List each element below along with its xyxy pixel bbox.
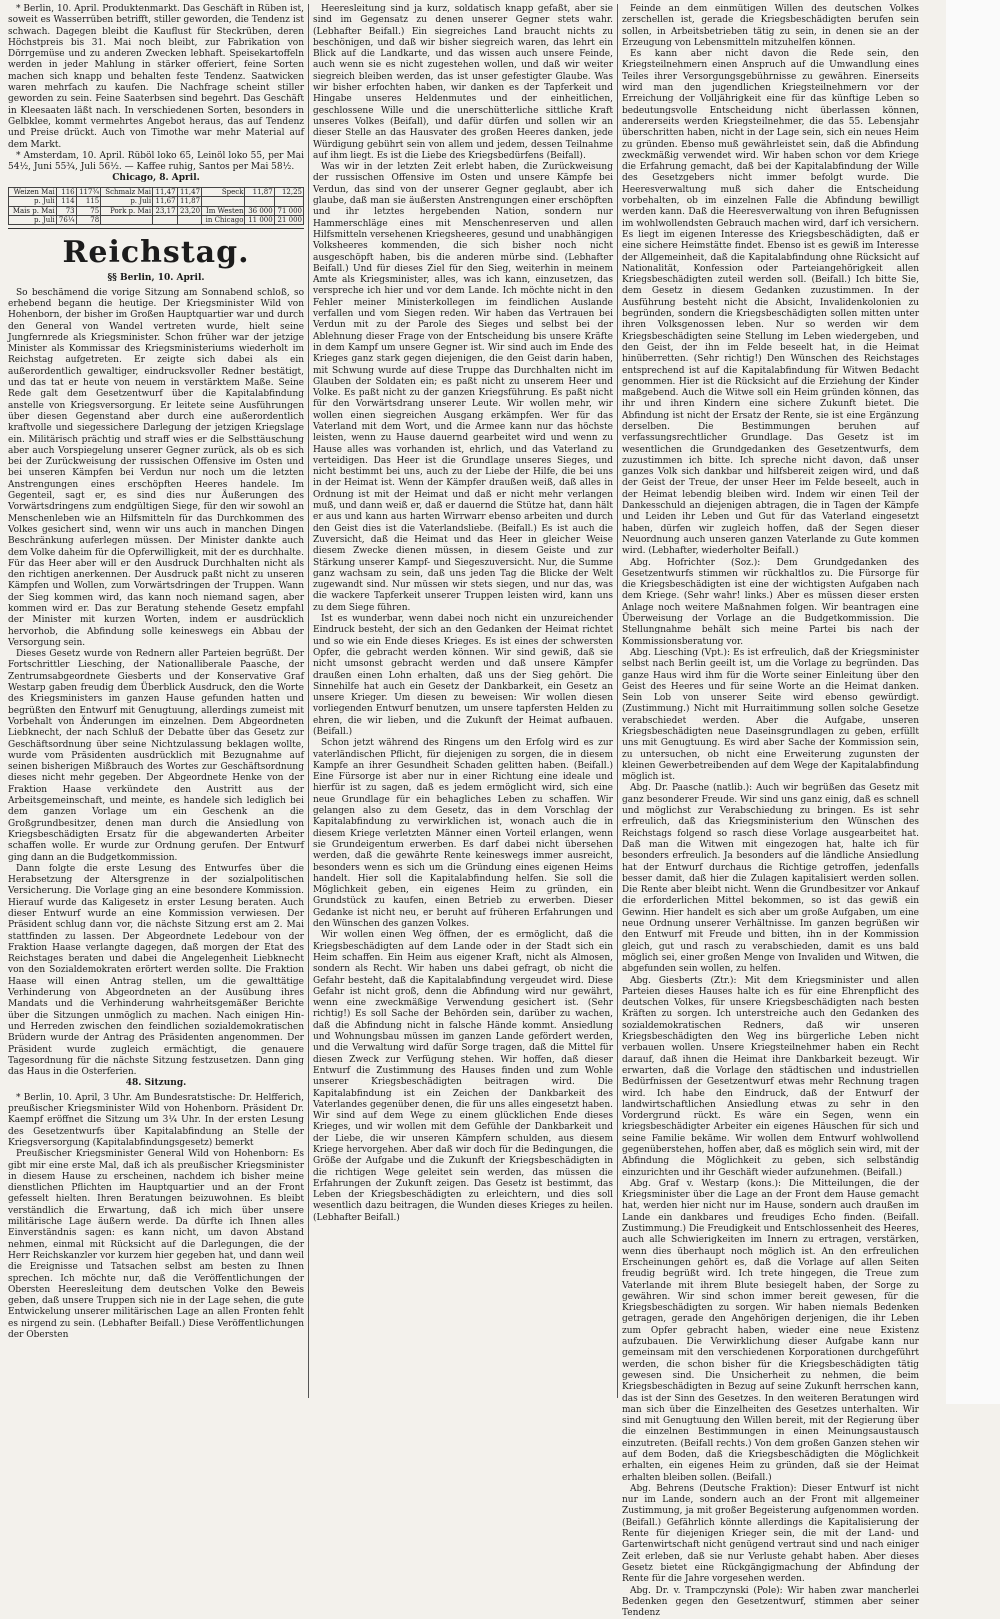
- column-3: [622, 4, 919, 1619]
- price-cell: [153, 215, 177, 224]
- speech-paragraph: Schon jetzt während des Ringens um den Erfolg wird es zur vaterländischen Pflicht, für diejenigen zu sorgen, die in diesem Kampfe an ihrer Gesundheit Schaden gelitten haben. (Beifall.) Eine Fürsorge ist aber nur in einer Richtung eine ideale und hierfür ist zu sagen, daß es jedem ermöglicht wird, sich eine neue Grundlage für ein behagliches Leben zu schaffen. Wir gelangen also zu dem Gesetz, das in dem Vorschlag der Kapitalabfindung zu verwirklichen ist, wonach auch die in diesem Kriege verletzten Männer einen Vorteil erlangen, wenn sie Grundeigentum erwerben. Es darf dabei nicht übersehen werden, daß die gewährte Rente keineswegs immer ausreicht, besonders wenn es sich um die Gründung eines eigenen Heims handelt. Hier soll die Kapitalabfindung helfen. Sie soll die Möglichkeit geben, ein eigenes Heim zu gründen, ein Grundstück zu kaufen, einen Betrieb zu erwerben. Dieser Gedanke ist nicht neu, er beruht auf früheren Erfahrungen und den Wünschen des ganzen Volkes.: [313, 738, 613, 930]
- price-cell: [274, 197, 303, 206]
- price-cell: 21 000: [274, 215, 303, 224]
- chicago-price-table: [8, 187, 304, 226]
- price-cell: 71 000: [274, 206, 303, 215]
- price-cell: Mais p. Mai: [9, 206, 57, 215]
- price-cell: [202, 197, 245, 206]
- price-cell: p. Juli: [101, 197, 153, 206]
- column-rule: [617, 4, 618, 1398]
- debate-paragraph: Abg. Giesberts (Ztr.): Mit dem Kriegsminister und allen Parteien dieses Hauses halte ich es für eine Ehrenpflicht des deutschen Volkes, für unsere Kriegsbeschädigten nach besten Kräften zu sorgen. Ich unterstreiche auch den Gedanken des sozialdemokratischen Redners, daß wir unseren Kriegsbeschädigten den Weg ins bürgerliche Leben nicht verbauen wollen. Unsere Kriegsteilnehmer haben ein Recht darauf, daß ihnen die Heimat ihre Dankbarkeit bezeugt. Wir erwarten, daß die Vorlage den städtischen und industriellen Bedürfnissen der Gesetzentwurf etwas mehr Rechnung tragen wird. Ich habe den Eindruck, daß der Entwurf der landwirtschaftlichen Ansiedlung etwas zu sehr in den Vordergrund rückt. Es wäre ein Segen, wenn ein kriegsbeschädigter Arbeiter ein eigenes Häuschen für sich und seine Familie bekäme. Wir wollen dem Entwurf wohlwollend gegenüberstehen, hoffen aber, daß es möglich sein wird, mit der Abfindung die Möglichkeit zu geben, sich selbständig einzurichten und ihr Geschäft wieder aufzunehmen. (Beifall.): [622, 975, 919, 1178]
- market-report-berlin: * Berlin, 10. April. Produktenmarkt. Das Geschäft in Rüben ist, soweit es Wasserrüben betrifft, stiller geworden, die Tendenz ist schwach. Dagegen bleibt die Kauflust für Steckrüben, deren Höchstpreis bis 31. Mai noch bleibt, zur Fabrikation von Dörrgemüse und zu anderen Zwecken lebhaft. Speisekartoffeln werden in jeder Mahlung in stärker offeriert, feine Sorten machen sich knapp und behalten feste Tendenz. Saatwicken waren mehrfach zu kaufen. Die Nachfrage scheint stiller geworden zu sein. Feine Saaterbsen sind begehrt. Das Geschäft in Kleesaaten läßt nach. In verschiedenen Sorten, besonders in Gelbklee, kommt vermehrtes Angebot heraus, das auf Tendenz und Preise drückt. Auch von Timothe war mehr Material auf dem Markt.: [8, 4, 304, 150]
- price-row: [9, 187, 304, 196]
- price-cell: 23,20: [177, 206, 201, 215]
- price-cell: 12,25: [274, 187, 303, 196]
- price-cell: Weizen Mai: [9, 187, 57, 196]
- price-cell: 11,87: [245, 187, 274, 196]
- page-margin: [946, 0, 1000, 1404]
- reichstag-paragraph: Preußischer Kriegsminister General Wild von Hohenborn: Es gibt mir eine erste Mal, daß ich als preußischer Kriegsminister in diesem Hause zu erscheinen, nachdem ich bisher meine dienstlichen Pflichten im Hauptquartier und an der Front gefesselt hielten. Ihren Beratungen beizuwohnen. Es bleibt verständlich die Erwartung, daß ich mich über unsere militärische Lage äußern werde. Da dürfte ich Ihnen alles Einverständnis sagen: es kann nicht, um davon Abstand nehmen, einmal mit Rücksicht auf die Darlegungen, die der Herr Reichskanzler vor kurzem hier gegeben hat, und dann weil die Ereignisse und Tatsachen selbst am besten zu Ihnen sprechen. Ich möchte nur, daß die Veröffentlichungen der Obersten Heeresleitung dem deutschen Volke den Beweis geben, daß unsere Truppen sich nie in der Lage sehen, die gute Entwickelung unserer militärischen Lage an allen Fronten fehlt es nirgend zu sein. (Lebhafter Beifall.) Diese Veröffentlichungen der Obersten: [8, 1149, 304, 1340]
- sitting-number: 48. Sitzung.: [125, 1078, 187, 1089]
- column-2: [313, 4, 613, 1398]
- chicago-heading: Chicago, 8. April.: [112, 173, 200, 184]
- price-cell: [245, 197, 274, 206]
- debate-paragraph: Abg. Dr. Paasche (natlib.): Auch wir begrüßen das Gesetz mit ganz besonderer Freude. Wir sind uns ganz einig, daß es schnell und möglichst zur Verabschiedung zu bringen. Es ist sehr erfreulich, daß das Kriegsministerium den Wünschen des Reichstags folgend so rasch diese Vorlage ausgearbeitet hat. Daß man die Witwen mit eingezogen hat, halte ich für besonders erfreulich. Ja besonders auf die ländliche Ansiedlung hat der Entwurf durchaus die Richtige getroffen, jedenfalls besser damit, daß hier die Zulagen kapitalisiert werden sollen. Die Rente aber bleibt nicht. Wenn die Grundbesitzer vor Ankauf die erforderlichen Mittel bekommen, so ist das gewiß ein Gewinn. Hier handelt es sich aber um große Aufgaben, um eine neue Ordnung unserer Verhältnisse. Im ganzen begrüßen wir den Entwurf mit Freude und bitten, ihn in der Kommission gleich, gut und rasch zu verabschieden, damit es uns bald möglich sei, einer großen Menge von Invaliden und Witwen, die abgefunden sein wollen, zu helfen.: [622, 783, 919, 975]
- divider: [8, 228, 304, 229]
- market-report-amsterdam: * Amsterdam, 10. April. Rüböl loko 65, Leinöl loko 55, per Mai 54½, Juni 55¾, Juli 56½. — Kaffee ruhig, Santos per Mai 58½.: [8, 150, 304, 173]
- price-cell: [177, 215, 201, 224]
- price-cell: 11,47: [153, 187, 177, 196]
- price-cell: 76¼: [56, 215, 76, 224]
- price-cell: 11,67: [153, 197, 177, 206]
- price-row: [9, 206, 304, 215]
- debate-paragraph: Abg. Graf v. Westarp (kons.): Die Mitteilungen, die der Kriegsminister über die Lage an der Front dem Hause gemacht hat, werden hier nicht nur im Hause, sondern auch draußen im Lande ein dankbares und freudiges Echo finden. (Beifall. Zustimmung.) Die Freudigkeit und Entschlossenheit des Heeres, auch alle Schwierigkeiten im Innern zu ertragen, verstärken, wenn dies überhaupt noch möglich ist. An den erfreulichen Erscheinungen gehört es, daß die Vorlage auf allen Seiten freudig begrüßt wird. Ich trete hingegen, die Treue zum Vaterlande mit ihrem Blute besiegelt haben, der Sorge zu gewähren. Wir sind schon immer bereit gewesen, für die Kriegsbeschädigten zu sorgen. Wir haben niemals Bedenken getragen, gerade den Angehörigen derjenigen, die ihr Leben zum Opfer gebracht haben, wieder eine neue Existenz aufzubauen. Die Verwirklichung dieser Aufgabe kann nur gemeinsam mit den verschiedenen Korporationen durchgeführt werden, die schon bisher für die Kriegsbeschädigten tätig gewesen sind. Die Unsicherheit zu nehmen, die beim Kriegsbeschädigten in Bezug auf seine Zukunft herrschen kann, das ist der Sinn des Gesetzes. In den weiteren Beratungen wird man sich über die Einzelheiten des Gesetzes unterhalten. Wir sind mit Genugtuung den Willen bereit, mit der Regierung über die einzelnen Bestimmungen in einen Meinungsaustausch einzutreten. (Beifall rechts.) Von dem großen Ganzen stehen wir auf dem Boden, daß die Kriegsbeschädigten die Möglichkeit erhalten, ein eigenes Heim zu gründen, daß sie der Heimat erhalten bleiben sollen. (Beifall.): [622, 1178, 919, 1483]
- debate-paragraph: Abg. Liesching (Vpt.): Es ist erfreulich, daß der Kriegsminister selbst nach Berlin geeilt ist, um die Vorlage zu begründen. Das ganze Haus wird ihm für die Worte seiner Einleitung über den Geist des Heeres und für seine Worte an die Heimat danken. Sein Lob von unserer Seite wird ebenso gewürdigt. (Zustimmung.) Nicht mit Hurraitimmung sollen solche Gesetze verabschiedet werden. Aber die Aufgabe, unseren Kriegsbeschädigten neue Daseinsgrundlagen zu geben, erfüllt uns mit Genugtuung. Es wird aber Sache der Kommission sein, zu untersuchen, ob nicht eine Erweiterung zugunsten der kleinen Gewerbetreibenden auf dem Wege der Kapitalabfindung möglich ist.: [622, 647, 919, 783]
- price-cell: p. Juli: [9, 197, 57, 206]
- speech-paragraph: Ist es wunderbar, wenn dabei noch nicht ein unzureichender Eindruck besteht, der sich an den Gedanken der Heimat richtet und so wie ein Ende dieses Krieges. Es ist eines der schwersten Opfer, die gebracht werden können. Wir sind gewiß, daß sie nicht umsonst gebracht werden und daß unsere Kämpfer draußen einen Lohn erhalten, daß uns der Sieg gehört. Die Sinnehilfe hat auch ein Gesetz der Dankbarkeit, ein Gesetz an unsere Krieger. Um diesen zu beweisen: Wir wollen diesen vorliegenden Entwurf benutzen, um unsere tapfersten Helden zu ehren, die wir lieben, und die Zukunft der Heimat aufbauen. (Beifall.): [313, 614, 613, 737]
- section-title-reichstag: Reichstag.: [62, 235, 250, 271]
- speech-paragraph: Es kann aber nicht davon die Rede sein, den Kriegsteilnehmern einen Anspruch auf die Umwandlung eines Teiles ihrer Versorgungsgebührnisse zu gewähren. Einerseits wird man den jugendlichen Kriegsteilnehmern vor der Erreichung der Volljährigkeit eine für das künftige Leben so bedeutungsvolle Entscheidung nicht überlassen können, andererseits werden Kriegsteilnehmer, die das 55. Lebensjahr überschritten haben, nicht in der Lage sein, sich ein neues Heim zu gründen. Ebenso muß gewährleistet sein, daß die Abfindung zweckmäßig verwendet wird. Wir haben schon vor dem Kriege die Erfahrung gemacht, daß bei der Kapitalabfindung der Wille des Gesetzgebers nicht immer befolgt wurde. Die Heeresverwaltung muß sich daher die Entscheidung vorbehalten, ob im einzelnen Falle die Abfindung bewilligt werden kann. Daß die Heeresverwaltung von ihren Befugnissen im wohlwollendsten Gebrauch machen wird, darf ich versichern. Es liegt im eigenen Interesse des Kriegsbeschädigten, daß er eine sichere Heimstätte findet. Ebenso ist es gewiß im Interesse der Allgemeinheit, daß die Kapitalabfindung ohne Rücksicht auf Nationalität, Konfession oder Parteiangehörigkeit allen Kriegsbeschädigten zuteil werden soll. (Beifall.) Ich bitte Sie, dem Gesetz in diesem Gedanken zuzustimmen. In der Ausführung besteht nicht die Absicht, Invalidenkolonien zu begründen, sondern die Kriegsbeschädigten sollen mitten unter ihren Volksgenossen leben. Nur so werden wir dem Kriegsbeschädigten seine Stellung im Leben wiedergeben, und den Geist, der ihn im Felde beseelt hat, in die Heimat hinüberretten. (Sehr richtig!) Den Wünschen des Reichstages entsprechend ist auf die Kapitalabfindung für Witwen Bedacht genommen. Hier ist die Rücksicht auf die Erziehung der Kinder maßgebend. Auch die Witwe soll ein Heim gründen können, das ihr und ihren Kindern eine sichere Zukunft bietet. Die Abfindung ist nicht der Ersatz der Rente, sie ist eine Ergänzung derselben. Die Bestimmungen beruhen auf verfassungsrechtlicher Grundlage. Das Gesetz ist im wesentlichen die Grundgedanken des Gesetzentwurfs, dem zuzustimmen ich bitte. Ich spreche nicht davon, daß unser ganzes Volk sich dankbar und hilfsbereit zeigen wird, und daß der Geist der Treue, der unser Heer im Felde beseelt, auch in der Heimat lebendig bleiben wird. Indem wir einen Teil der Dankesschuld an diejenigen abtragen, die in Tagen der Kämpfe und Leiden ihr Leben und Gut für das Vaterland eingesetzt haben, dürfen wir zugleich hoffen, daß der Segen dieser Neuordnung auch unseren ganzen Vaterlande zu Gute kommen wird. (Lebhafter, wiederholter Beifall.): [622, 49, 919, 557]
- price-cell: 75: [76, 206, 101, 215]
- price-cell: 11,47: [177, 187, 201, 196]
- debate-paragraph: Abg. Dr. v. Trampczynski (Pole): Wir haben zwar mancherlei Bedenken gegen den Gesetzentwurf, stimmen aber seiner Tendenz: [622, 1585, 919, 1619]
- price-cell: 73: [56, 206, 76, 215]
- price-row: [9, 197, 304, 206]
- price-cell: 117¾: [76, 187, 101, 196]
- price-row: [9, 215, 304, 224]
- reichstag-paragraph: * Berlin, 10. April, 3 Uhr. Am Bundesratstische: Dr. Helfferich, preußischer Kriegsminister Wild von Hohenborn. Präsident Dr. Kaempf eröffnet die Sitzung um 3¼ Uhr. In der ersten Lesung des Gesetzentwurfs über Kapitalabfindung an Stelle der Kriegsversorgung (Kapitalabfindungsgesetz) bemerkt: [8, 1092, 304, 1148]
- speech-paragraph: Wir wollen einen Weg öffnen, der es ermöglicht, daß die Kriegsbeschädigten auf dem Lande oder in der Stadt sich ein Heim schaffen. Ein Heim aus eigener Kraft, nicht als Almosen, sondern als Recht. Wir haben uns dabei gefragt, ob nicht die Gefahr besteht, daß die Kapitalabfindung vergeudet wird. Diese Gefahr ist nicht groß, denn die Abfindung wird nur gewährt, wenn eine zweckmäßige Verwendung gesichert ist. (Sehr richtig!) Es soll Sache der Behörden sein, darüber zu wachen, daß die Abfindung nicht in falsche Hände kommt. Ansiedlung und Wohnungsbau müssen im ganzen Lande gefördert werden, und die Verwaltung wird dafür Sorge tragen, daß die Mittel für diesen Zweck zur Verfügung stehen. Wir hoffen, daß dieser Entwurf die Zustimmung des Hauses finden und zum Wohle unserer Kriegsbeschädigten beitragen wird. Die Kapitalabfindung ist ein Zeichen der Dankbarkeit des Vaterlandes gegenüber denen, die für uns alles eingesetzt haben. Wir sind auf dem Wege zu einem glücklichen Ende dieses Krieges, und wir wollen mit dem Gefühle der Dankbarkeit und der Liebe, die wir unseren Kämpfern schulden, aus diesem Kriege hervorgehen. Aber daß wir doch für die Bedingungen, die Größe der Aufgabe und die Zukunft der Kriegsbeschädigten in die richtigen Wege geleitet sein werden, das müssen die Erfahrungen der Zukunft zeigen. Das Gesetz ist bestimmt, das Leben der Kriegsbeschädigten zu erleichtern, und dies soll wesentlich dazu beitragen, die Wunden dieses Krieges zu heilen. (Lebhafter Beifall.): [313, 930, 613, 1223]
- reichstag-paragraph: Dieses Gesetz wurde von Rednern aller Parteien begrüßt. Der Fortschrittler Liesching, der Nationalliberale Paasche, der Zentrumsabgeordnete Giesberts und der Konservative Graf Westarp gaben freudig dem Überblick Ausdruck, den die Worte des Kriegsministers im ganzen Hause gefunden hatten und begrüßten den Entwurf mit Genugtuung, allerdings zumeist mit Vorbehalt von Änderungen im einzelnen. Dem Abgeordneten Liebknecht, der nach Schluß der Debatte über das Gesetz zur Geschäftsordnung über seine Nichtzulassung beklagen wollte, wurde vom Präsidenten ausdrücklich mit Bezugnahme auf seinen bisherigen Mißbrauch des Wortes zur Geschäftsordnung dieses nicht mehr gegeben. Der Abgeordnete Henke von der Fraktion Haase verkündete den Austritt aus der Arbeitsgemeinschaft, und meinte, es handele sich lediglich bei dem ganzen Vorlage um ein Geschenk an die Großgrundbesitzer, denen man durch die Ansiedlung von Kriegsbeschädigten Ersatz für die abgewanderten Arbeiter schaffen wolle. Er wurde zur Ordnung gerufen. Der Entwurf ging dann an die Budgetkommission.: [8, 649, 304, 863]
- column-1: [8, 4, 304, 1398]
- price-cell: 36 000: [245, 206, 274, 215]
- price-cell: 23,17: [153, 206, 177, 215]
- price-cell: [101, 215, 153, 224]
- column-rule: [308, 4, 309, 1398]
- reichstag-paragraph: So beschämend die vorige Sitzung am Sonnabend schloß, so erhebend begann die heutige. Der Kriegsminister Wild von Hohenborn, der bisher im Großen Hauptquartier war und durch den General von Wandel vertreten wurde, hielt seine Jungfernrede als Kriegsminister. Schon früher war der jetzige Minister als Kommissar des Kriegsministeriums wiederholt im Reichstag aufgetreten. Er zeigte sich dabei als ein außerordentlich gewaltiger, eindrucksvoller Redner bestätigt, und das tat er heute von neuem in verstärktem Maße. Seine Rede galt dem Gesetzentwurf über die Kapitalabfindung anstelle von Kriegsversorgung. Er leitete seine Ausführungen über diesen Gegenstand aber durch eine außerordentlich kraftvolle und siegessichere Darlegung der jetzigen Kriegslage ein. Militärisch prächtig und straff wies er die Selbsttäuschung aber auch Vorspiegelung unserer Gegner zurück, als ob es sich bei der Zurückweisung der russischen Offensive im Osten und bei unseren Kämpfen bei Verdun nur noch um die letzten Anstrengungen eines erschöpften Heeres handele. Im Gegenteil, sagt er, es sind dies nur Äußerungen des Vorwärtsdringens zum endgültigen Siege, für den wir sowohl an Menschenleben wie an Hilfsmitteln für das Durchkommen des Volkes gesichert sind, wenn wir uns auch in manchen Dingen Beschränkung auferlegen müssen. Der Minister dankte auch dem Volke daheim für die Opferwilligkeit, mit der es durchhalte. Für das Heer aber will er den Ausdruck Durchhalten nicht als den richtigen anerkennen. Der Ausdruck paßt nicht zu unseren Kämpfen und Wollen, zum Vorwärtsdringen der Truppen. Wann der Sieg kommen wird, das kann noch niemand sagen, aber kommen wird er. Das zur Beratung stehende Gesetz empfahl der Minister mit kurzen Worten, indem er ausdrücklich hervorhob, die Abfindung solle keineswegs ein Abbau der Versorgung sein.: [8, 287, 304, 648]
- reichstag-dateline: §§ Berlin, 10. April.: [107, 273, 205, 284]
- speech-paragraph: Feinde an dem einmütigen Willen des deutschen Volkes zerschellen ist, gerade die Kriegsbeschädigten berufen sein sollen, in Arbeitsbetrieben tätig zu sein, in denen sie an der Erzeugung von Lebensmitteln mitzuhelfen können.: [622, 4, 919, 48]
- price-cell: 78: [76, 215, 101, 224]
- price-cell: Schmalz Mai: [101, 187, 153, 196]
- debate-paragraph: Abg. Behrens (Deutsche Fraktion): Dieser Entwurf ist nicht nur im Lande, sondern auch an der Front mit allgemeiner Zustimmung, ja mit großer Begeisterung aufgenommen worden. (Beifall.) Gefährlich könnte allerdings die Kapitalisierung der Rente für diejenigen Krieger sein, die mit der Land- und Gartenwirtschaft nicht genügend vertraut sind und nach einiger Zeit erleben, daß sie nur Verluste gehabt haben. Aber dieses Gesetz bietet eine Rückgängigmachung der Abfindung der Rente für die Jahre vorgesehen werden.: [622, 1483, 919, 1585]
- price-cell: Im Westen: [202, 206, 245, 215]
- price-cell: 116: [56, 187, 76, 196]
- price-cell: Speck: [202, 187, 245, 196]
- debate-paragraph: Abg. Hofrichter (Soz.): Dem Grundgedanken des Gesetzentwurfs stimmen wir rückhaltlos zu. Die Fürsorge für die Kriegsbeschädigten ist eine der wichtigsten Aufgaben nach dem Kriege. (Sehr wahr! links.) Aber es müssen dieser ersten Anlage noch weitere Maßnahmen folgen. Wir beantragen eine Überweisung der Vorlage an die Budgetkommission. Die Stellungnahme behält sich meine Partei bis nach der Kommissionsberatung vor.: [622, 557, 919, 647]
- reichstag-paragraph: Dann folgte die erste Lesung des Entwurfes über die Herabsetzung der Altersgrenze in der sozialpolitischen Versicherung. Die Vorlage ging an eine besondere Kommission. Hierauf wurde das Kaligesetz in erster Lesung beraten. Auch dieser Entwurf wurde an eine Kommission verwiesen. Der Präsident schlug dann vor, die nächste Sitzung erst am 2. Mai stattfinden zu lassen. Der Abgeordnete Ledebour von der Fraktion Haase verlangte dagegen, daß morgen der Etat des Reichstages beraten und dabei die Angelegenheit Liebknecht von den Sozialdemokraten erörtert werden sollte. Die Fraktion Haase will einen Antrag stellen, um die gewalttätige Verhinderung von Abgeordneten an der Ausübung ihres Mandats und die Verhinderung wahrheitsgemäßer Berichte über die Sitzungen unmöglich zu machen. Nach einigen Hin- und Herreden zwischen den feindlichen sozialdemokratischen Brüdern wurde der Antrag des Präsidenten angenommen. Der Präsident wurde zugleich ermächtigt, die genauere Tagesordnung für die nächste Sitzung festzusetzen. Dann ging das Haus in die Osterferien.: [8, 863, 304, 1078]
- speech-paragraph: Was wir in der letzten Zeit erlebt haben, die Zurückweisung der russischen Offensive im Osten und unsere Kämpfe bei Verdun, das sind von der unserer Gegner geglaubt, aber ich glaube, daß man sie äußersten Anstrengungen einer erschöpften und ihr letztes hergebenden Nation, sondern nur Hammerschläge eines mit Menschenreserven und allen Hilfsmitteln versehenen Kriegsheeres, gesund und unabhängigen Volksheeres kommenden, die sich bisher noch nicht ausgeschöpft haben, bis die anderen mürbe sind. (Lebhafter Beifall.) Und für dieses Ziel für den Sieg, weiterhin in meinem Amte als Kriegsminister, alles, was ich kann, einzusetzen, das verspreche ich hier und vor dem Lande. Ich möchte nicht in den Fehler meiner Ministerkollegen im feindlichen Auslande verfallen und vom Siegen reden. Wir haben das Vertrauen bei Verdun mit zu der Parole des Sieges und selbst bei der Ablehnung dieser Frage von der Entscheidung bis unsere Kräfte in dem Kampf um unsere Gegner ist. Wir sind auch im Ende des Krieges ganz stark gegen diejenigen, die den Geist darin haben, mit Schwung wurde auf diese Truppe das Durchhalten nicht im Glauben der Soldaten ein; es paßt nicht zu unserem Heer und Volke. Es paßt nicht zu der ganzen Kriegsführung. Es paßt nicht für den Vorwärtsdrang unserer Leute. Wir wollen mehr, wir wollen einen siegreichen Ausgang erkämpfen. Wer für das Vaterland mit dem Wort, und die Armee kann nur das höchste leisten, wenn zu Hause dauernd gearbeitet wird und wenn zu Hause alles was vorhanden ist, ehrlich, und das Vaterland zu verteidigen. Das Heer ist die Grundlage unseres Sieges, und nicht bestimmt bei uns, auch zu der Liebe der Hilfe, die bei uns in der Heimat ist. Wenn der Kämpfer draußen weiß, daß alles in Ordnung ist mit der Heimat und daß er nicht mehr verlangen muß, und dann weiß er, daß er dauernd die Stütze hat, dann hält er aus und kann aus harten Wirrwarr ebenso arbeiten und durch den Geist dies ist die Vaterlandsliebe. (Beifall.) Es ist auch die Zuversicht, daß die Heimat und das Heer in gleicher Weise diesem Zwecke dienen müssen, in diesem Geiste und zur Stärkung unserer Kampf- und Siegeszuversicht. Nur, die Summe ganz wachsam zu sein, daß uns jeden Tag die Blicke der Welt zugewandt sind. Nur müssen wir stets siegen, und nur das, was die wackere Tapferkeit unserer Truppen leisten wird, kann uns zu dem Siege führen.: [313, 162, 613, 613]
- speech-paragraph: Heeresleitung sind ja kurz, soldatisch knapp gefaßt, aber sie sind im Gegensatz zu denen unserer Gegner stets wahr. (Lebhafter Beifall.) Ein siegreiches Land braucht nichts zu beschönigen, und daß wir bisher siegreich waren, das lehrt ein Blick auf die Landkarte, und das wissen auch unsere Feinde, auch wenn sie es nicht zugestehen wollen, und daß wir weiter siegreich bleiben werden, das ist unser gefestigter Glaube. Was wir bisher erfochten haben, wir danken es der Tapferkeit und Hingabe unseres Heldenmutes und der einheitlichen, geschlossene Wille und die unerschütterliche sittliche Kraft unseres Volkes (Beifall), und dafür dürfen und sollen wir an dieser Stelle an das Hausvater des großen Heeres danken, jede Würdigung gebührt sein von allem und jedem, dessen Teilnahme auf ihm liegt. Es ist die Liebe des Kriegsbedürfens (Beifall).: [313, 4, 613, 161]
- price-cell: p. Juli: [9, 215, 57, 224]
- price-cell: 11,87: [177, 197, 201, 206]
- price-cell: 114: [56, 197, 76, 206]
- price-cell: 115: [76, 197, 101, 206]
- price-cell: 11 000: [245, 215, 274, 224]
- price-cell: Pork p. Mai: [101, 206, 153, 215]
- price-cell: in Chicago: [202, 215, 245, 224]
